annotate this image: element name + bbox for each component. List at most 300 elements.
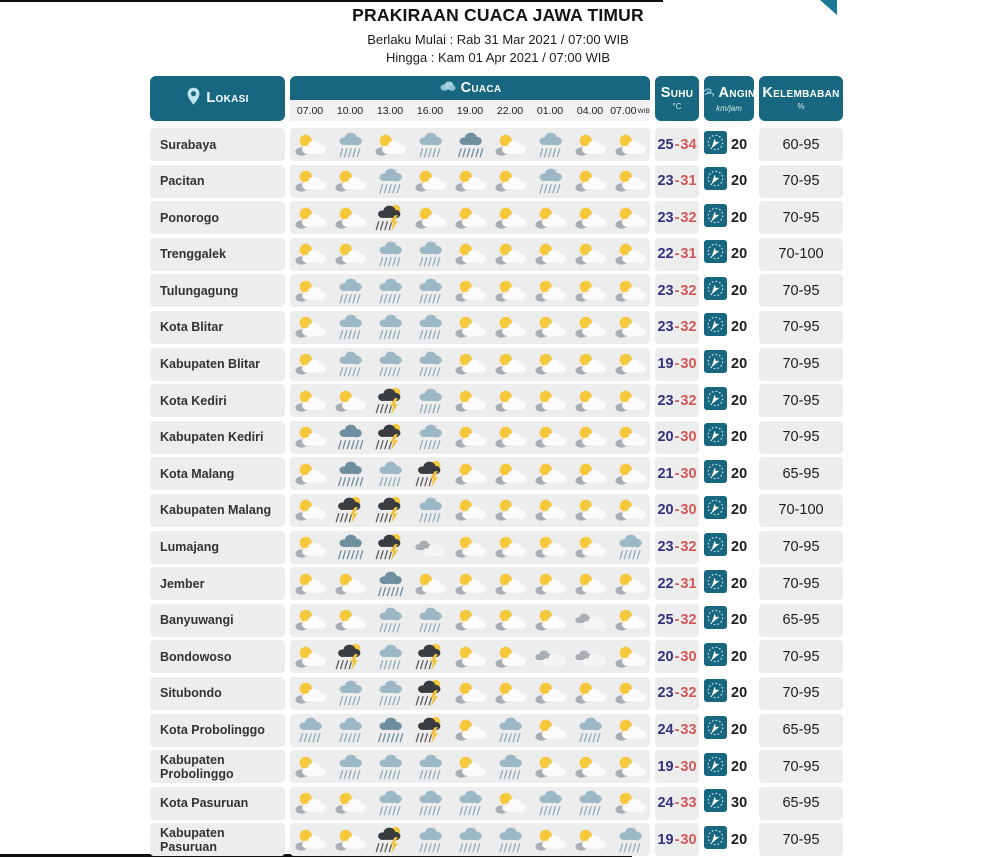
rain-icon bbox=[530, 128, 570, 161]
table-row bbox=[150, 640, 843, 673]
wind-speed: 20 bbox=[731, 392, 748, 409]
temp-min: 23 bbox=[657, 539, 674, 556]
partly-cloudy-sun-icon bbox=[610, 238, 650, 271]
partly-cloudy-sun-icon bbox=[570, 201, 610, 234]
weather-icons-strip bbox=[290, 274, 650, 307]
temp-max: 32 bbox=[680, 539, 697, 556]
thunderstorm-icon bbox=[370, 384, 410, 417]
partly-cloudy-sun-icon bbox=[290, 457, 330, 490]
partly-cloudy-sun-icon bbox=[610, 677, 650, 710]
table-row bbox=[150, 128, 843, 161]
time-label: 19.00 bbox=[456, 104, 484, 117]
partly-cloudy-sun-icon bbox=[450, 604, 490, 637]
humidity-cell: 65-95 bbox=[759, 787, 843, 820]
wind-speed: 20 bbox=[731, 429, 748, 446]
temp-min: 23 bbox=[657, 319, 674, 336]
rain-icon bbox=[530, 787, 570, 820]
partly-cloudy-sun-icon bbox=[290, 238, 330, 271]
rain-icon bbox=[370, 640, 410, 673]
table-row bbox=[150, 311, 843, 344]
humidity-cell: 70-100 bbox=[759, 494, 843, 527]
temp-max: 30 bbox=[680, 465, 697, 482]
rain-icon bbox=[570, 787, 610, 820]
humidity-cell: 70-95 bbox=[759, 531, 843, 564]
table-row bbox=[150, 823, 843, 856]
rain-icon bbox=[410, 494, 450, 527]
temperature-cell: 23 - 32 bbox=[655, 677, 699, 710]
temperature-cell: 23 - 32 bbox=[655, 311, 699, 344]
humidity-cell: 70-95 bbox=[759, 384, 843, 417]
partly-cloudy-sun-icon bbox=[530, 384, 570, 417]
partly-cloudy-sun-icon bbox=[450, 311, 490, 344]
heavy-rain-icon bbox=[330, 421, 370, 454]
location-cell: Kota Probolinggo bbox=[150, 714, 285, 747]
partly-cloudy-sun-icon bbox=[610, 567, 650, 600]
wind-compass-icon bbox=[704, 533, 727, 561]
wind-compass-icon bbox=[704, 496, 727, 524]
temp-max: 32 bbox=[680, 209, 697, 226]
partly-cloudy-sun-icon bbox=[490, 640, 530, 673]
rain-icon bbox=[370, 457, 410, 490]
partly-cloudy-sun-icon bbox=[290, 384, 330, 417]
thunderstorm-icon bbox=[370, 494, 410, 527]
wind-compass-icon bbox=[704, 643, 727, 671]
temp-max: 31 bbox=[680, 246, 697, 263]
partly-cloudy-sun-icon bbox=[570, 165, 610, 198]
wind-speed: 20 bbox=[731, 612, 748, 629]
partly-cloudy-sun-icon bbox=[570, 677, 610, 710]
title-block bbox=[0, 5, 996, 65]
temp-max: 32 bbox=[680, 392, 697, 409]
wind-cell bbox=[704, 494, 754, 527]
table-row bbox=[150, 201, 843, 234]
partly-cloudy-sun-icon bbox=[570, 494, 610, 527]
rain-icon bbox=[410, 128, 450, 161]
rain-icon bbox=[330, 274, 370, 307]
temp-max: 30 bbox=[680, 758, 697, 775]
table-row bbox=[150, 677, 843, 710]
wind-cell bbox=[704, 714, 754, 747]
rain-icon bbox=[410, 311, 450, 344]
temperature-cell: 20 - 30 bbox=[655, 421, 699, 454]
partly-cloudy-sun-icon bbox=[570, 384, 610, 417]
partly-cloudy-sun-icon bbox=[490, 787, 530, 820]
wind-speed: 20 bbox=[731, 319, 748, 336]
partly-cloudy-sun-icon bbox=[530, 421, 570, 454]
rain-icon bbox=[490, 823, 530, 856]
table-row bbox=[150, 787, 843, 820]
partly-cloudy-sun-icon bbox=[450, 640, 490, 673]
partly-cloudy-sun-icon bbox=[490, 238, 530, 271]
partly-cloudy-sun-icon bbox=[450, 238, 490, 271]
rain-icon bbox=[370, 604, 410, 637]
temp-max: 31 bbox=[680, 575, 697, 592]
thunderstorm-icon bbox=[370, 201, 410, 234]
temperature-cell: 23 - 32 bbox=[655, 274, 699, 307]
table-row bbox=[150, 421, 843, 454]
wind-compass-icon bbox=[704, 313, 727, 341]
heavy-rain-icon bbox=[370, 714, 410, 747]
table-row bbox=[150, 567, 843, 600]
temperature-cell: 22 - 31 bbox=[655, 567, 699, 600]
partly-cloudy-sun-icon bbox=[530, 494, 570, 527]
forecast-rows bbox=[150, 128, 843, 856]
location-cell: Kabupaten Kediri bbox=[150, 421, 285, 454]
wind-cell bbox=[704, 311, 754, 344]
temperature-cell: 20 - 30 bbox=[655, 494, 699, 527]
partly-cloudy-sun-icon bbox=[450, 201, 490, 234]
thunderstorm-icon bbox=[370, 823, 410, 856]
wind-cell bbox=[704, 274, 754, 307]
wind-compass-icon bbox=[704, 753, 727, 781]
partly-cloudy-sun-icon bbox=[330, 384, 370, 417]
wind-compass-icon bbox=[704, 277, 727, 305]
wind-compass-icon bbox=[704, 131, 727, 159]
temperature-cell: 19 - 30 bbox=[655, 348, 699, 381]
temp-min: 23 bbox=[657, 173, 674, 190]
temp-min: 23 bbox=[657, 282, 674, 299]
humidity-cell: 70-95 bbox=[759, 677, 843, 710]
partly-cloudy-sun-icon bbox=[330, 238, 370, 271]
temp-max: 32 bbox=[680, 319, 697, 336]
partly-cloudy-sun-icon bbox=[290, 421, 330, 454]
thunderstorm-icon bbox=[410, 714, 450, 747]
temp-max: 30 bbox=[680, 429, 697, 446]
temp-min: 22 bbox=[657, 246, 674, 263]
partly-cloudy-sun-icon bbox=[490, 421, 530, 454]
partly-cloudy-sun-icon bbox=[570, 238, 610, 271]
location-cell: Bondowoso bbox=[150, 640, 285, 673]
partly-cloudy-sun-icon bbox=[570, 311, 610, 344]
rain-icon bbox=[370, 348, 410, 381]
table-row bbox=[150, 714, 843, 747]
partly-cloudy-sun-icon bbox=[290, 604, 330, 637]
partly-cloudy-sun-icon bbox=[330, 604, 370, 637]
temp-max: 31 bbox=[680, 173, 697, 190]
humidity-cell: 70-95 bbox=[759, 567, 843, 600]
thunderstorm-icon bbox=[370, 531, 410, 564]
location-cell: Tulungagung bbox=[150, 274, 285, 307]
partly-cloudy-sun-icon bbox=[450, 677, 490, 710]
column-header-lokasi bbox=[150, 76, 285, 121]
temp-min: 19 bbox=[657, 831, 674, 848]
temperature-cell: 23 - 32 bbox=[655, 384, 699, 417]
weather-icons-strip bbox=[290, 750, 650, 783]
partly-cloudy-sun-icon bbox=[490, 457, 530, 490]
wind-compass-icon bbox=[704, 716, 727, 744]
temp-max: 33 bbox=[680, 722, 697, 738]
partly-cloudy-sun-icon bbox=[290, 787, 330, 820]
weather-icons-strip bbox=[290, 494, 650, 527]
temp-min: 24 bbox=[657, 795, 674, 812]
temp-max: 30 bbox=[680, 356, 697, 373]
column-header-kelembaban bbox=[759, 76, 843, 121]
partly-cloudy-sun-icon bbox=[290, 567, 330, 600]
cloudy-icon bbox=[570, 640, 610, 673]
humidity-cell: 70-95 bbox=[759, 823, 843, 856]
humidity-cell: 70-95 bbox=[759, 750, 843, 783]
wind-cell bbox=[704, 750, 754, 783]
partly-cloudy-sun-icon bbox=[530, 750, 570, 783]
wind-swirl-icon bbox=[703, 85, 716, 103]
cuaca-title-bar bbox=[290, 76, 650, 100]
partly-cloudy-sun-icon bbox=[290, 494, 330, 527]
time-label: 16.00 bbox=[416, 104, 444, 117]
humidity-cell: 70-95 bbox=[759, 165, 843, 198]
wind-compass-icon bbox=[704, 789, 727, 817]
weather-icons-strip bbox=[290, 604, 650, 637]
partly-cloudy-sun-icon bbox=[450, 457, 490, 490]
column-header-cuaca bbox=[290, 76, 650, 121]
weather-icons-strip bbox=[290, 787, 650, 820]
table-row bbox=[150, 238, 843, 271]
wind-cell bbox=[704, 567, 754, 600]
rain-icon bbox=[330, 348, 370, 381]
table-row bbox=[150, 457, 843, 490]
partly-cloudy-sun-icon bbox=[410, 201, 450, 234]
thunderstorm-icon bbox=[370, 421, 410, 454]
partly-cloudy-sun-icon bbox=[610, 494, 650, 527]
rain-icon bbox=[410, 787, 450, 820]
temp-max: 30 bbox=[680, 831, 697, 848]
partly-cloudy-sun-icon bbox=[570, 750, 610, 783]
humidity-cell: 70-95 bbox=[759, 201, 843, 234]
rain-icon bbox=[370, 677, 410, 710]
partly-cloudy-sun-icon bbox=[370, 128, 410, 161]
weather-icons-strip bbox=[290, 201, 650, 234]
location-cell: Kabupaten Blitar bbox=[150, 348, 285, 381]
weather-icons-strip bbox=[290, 457, 650, 490]
partly-cloudy-sun-icon bbox=[410, 567, 450, 600]
partly-cloudy-sun-icon bbox=[530, 274, 570, 307]
rain-icon bbox=[410, 823, 450, 856]
partly-cloudy-sun-icon bbox=[450, 750, 490, 783]
humidity-cell: 70-95 bbox=[759, 311, 843, 344]
humidity-cell: 70-95 bbox=[759, 640, 843, 673]
partly-cloudy-sun-icon bbox=[490, 494, 530, 527]
temp-max: 32 bbox=[680, 685, 697, 702]
weather-icons-strip bbox=[290, 311, 650, 344]
location-cell: Kota Malang bbox=[150, 457, 285, 490]
temp-max: 30 bbox=[680, 648, 697, 665]
rain-icon bbox=[370, 165, 410, 198]
temp-min: 20 bbox=[657, 502, 674, 519]
rain-icon bbox=[370, 274, 410, 307]
partly-cloudy-sun-icon bbox=[610, 201, 650, 234]
rain-icon bbox=[570, 714, 610, 747]
time-label: 22.00 bbox=[496, 104, 524, 117]
rain-icon bbox=[330, 311, 370, 344]
rain-icon bbox=[490, 750, 530, 783]
humidity-cell: 70-100 bbox=[759, 238, 843, 271]
wind-cell bbox=[704, 640, 754, 673]
weather-icons-strip bbox=[290, 421, 650, 454]
wind-cell bbox=[704, 384, 754, 417]
partly-cloudy-sun-icon bbox=[450, 348, 490, 381]
wind-speed: 20 bbox=[731, 246, 748, 263]
temp-min: 21 bbox=[657, 465, 674, 482]
rain-icon bbox=[370, 750, 410, 783]
wind-compass-icon bbox=[704, 460, 727, 488]
wind-cell bbox=[704, 531, 754, 564]
thunderstorm-icon bbox=[410, 457, 450, 490]
partly-cloudy-sun-icon bbox=[290, 311, 330, 344]
rain-icon bbox=[370, 311, 410, 344]
temp-max: 34 bbox=[680, 136, 697, 153]
temperature-cell: 22 - 31 bbox=[655, 238, 699, 271]
time-label: 10.00 bbox=[336, 104, 364, 117]
wind-compass-icon bbox=[704, 350, 727, 378]
wind-compass-icon bbox=[704, 570, 727, 598]
partly-cloudy-sun-icon bbox=[490, 567, 530, 600]
wind-speed: 20 bbox=[731, 831, 748, 848]
table-row bbox=[150, 274, 843, 307]
heavy-rain-icon bbox=[450, 128, 490, 161]
partly-cloudy-sun-icon bbox=[530, 604, 570, 637]
partly-cloudy-sun-icon bbox=[610, 165, 650, 198]
rain-icon bbox=[370, 238, 410, 271]
location-cell: Kota Pasuruan bbox=[150, 787, 285, 820]
partly-cloudy-sun-icon bbox=[450, 714, 490, 747]
location-cell: Surabaya bbox=[150, 128, 285, 161]
weather-icons-strip bbox=[290, 714, 650, 747]
partly-cloudy-sun-icon bbox=[610, 384, 650, 417]
valid-from-text: Berlaku Mulai : Rab 31 Mar 2021 / 07:00 WIB bbox=[367, 32, 629, 47]
weather-icons-strip bbox=[290, 238, 650, 271]
rain-icon bbox=[410, 274, 450, 307]
partly-cloudy-sun-icon bbox=[570, 531, 610, 564]
weather-icons-strip bbox=[290, 165, 650, 198]
wind-compass-icon bbox=[704, 423, 727, 451]
partly-cloudy-sun-icon bbox=[610, 787, 650, 820]
temp-max: 32 bbox=[680, 612, 697, 629]
table-row bbox=[150, 384, 843, 417]
temperature-cell: 21 - 30 bbox=[655, 457, 699, 490]
partly-cloudy-sun-icon bbox=[610, 714, 650, 747]
partly-cloudy-sun-icon bbox=[290, 128, 330, 161]
location-cell: Banyuwangi bbox=[150, 604, 285, 637]
rain-icon bbox=[450, 823, 490, 856]
partly-cloudy-sun-icon bbox=[290, 348, 330, 381]
rain-icon bbox=[410, 238, 450, 271]
humidity-cell: 65-95 bbox=[759, 714, 843, 747]
time-label: 07.00 bbox=[296, 104, 324, 117]
rain-icon bbox=[490, 714, 530, 747]
partly-cloudy-sun-icon bbox=[530, 238, 570, 271]
humidity-cell: 60-95 bbox=[759, 128, 843, 161]
partly-cloudy-sun-icon bbox=[610, 311, 650, 344]
time-suffix-wib: WIB bbox=[637, 107, 650, 115]
cloudy-icon bbox=[570, 604, 610, 637]
partly-cloudy-sun-icon bbox=[290, 823, 330, 856]
weather-icons-strip bbox=[290, 823, 650, 856]
humidity-cell: 70-95 bbox=[759, 348, 843, 381]
kelembaban-unit: % bbox=[797, 101, 805, 111]
temp-max: 30 bbox=[680, 502, 697, 519]
partly-cloudy-sun-icon bbox=[490, 165, 530, 198]
partly-cloudy-sun-icon bbox=[490, 384, 530, 417]
temp-min: 22 bbox=[657, 575, 674, 592]
partly-cloudy-sun-icon bbox=[530, 677, 570, 710]
partly-cloudy-sun-icon bbox=[610, 604, 650, 637]
time-header-row bbox=[290, 100, 650, 121]
table-row bbox=[150, 604, 843, 637]
partly-cloudy-sun-icon bbox=[610, 348, 650, 381]
wind-speed: 20 bbox=[731, 465, 748, 482]
partly-cloudy-sun-icon bbox=[450, 421, 490, 454]
table-row bbox=[150, 165, 843, 198]
temperature-cell: 25 - 32 bbox=[655, 604, 699, 637]
partly-cloudy-sun-icon bbox=[530, 567, 570, 600]
wind-cell bbox=[704, 677, 754, 710]
partly-cloudy-sun-icon bbox=[610, 640, 650, 673]
partly-cloudy-sun-icon bbox=[290, 165, 330, 198]
partly-cloudy-sun-icon bbox=[530, 823, 570, 856]
wind-speed: 20 bbox=[731, 575, 748, 592]
wind-speed: 20 bbox=[731, 722, 748, 738]
wind-compass-icon bbox=[704, 204, 727, 232]
wind-cell bbox=[704, 128, 754, 161]
location-cell: Kabupaten Malang bbox=[150, 494, 285, 527]
partly-cloudy-sun-icon bbox=[450, 165, 490, 198]
humidity-cell: 65-95 bbox=[759, 604, 843, 637]
partly-cloudy-sun-icon bbox=[490, 201, 530, 234]
temperature-cell: 23 - 32 bbox=[655, 531, 699, 564]
temperature-cell: 24 - 33 bbox=[655, 787, 699, 820]
temp-min: 24 bbox=[657, 722, 674, 738]
temperature-cell: 19 - 30 bbox=[655, 750, 699, 783]
rain-icon bbox=[290, 714, 330, 747]
heavy-rain-icon bbox=[330, 531, 370, 564]
partly-cloudy-sun-icon bbox=[450, 494, 490, 527]
temperature-cell: 20 - 30 bbox=[655, 640, 699, 673]
cloudy-icon bbox=[410, 531, 450, 564]
partly-cloudy-sun-icon bbox=[570, 567, 610, 600]
table-row bbox=[150, 494, 843, 527]
partly-cloudy-sun-icon bbox=[290, 677, 330, 710]
partly-cloudy-sun-icon bbox=[570, 421, 610, 454]
partly-cloudy-sun-icon bbox=[490, 274, 530, 307]
thunderstorm-icon bbox=[330, 640, 370, 673]
wind-speed: 30 bbox=[731, 795, 748, 812]
temp-min: 25 bbox=[657, 612, 674, 629]
wind-compass-icon bbox=[704, 387, 727, 415]
cloud-icon bbox=[439, 79, 456, 97]
rain-icon bbox=[370, 787, 410, 820]
valid-until-text: Hingga : Kam 01 Apr 2021 / 07:00 WIB bbox=[385, 50, 611, 65]
table-row bbox=[150, 750, 843, 783]
wind-speed: 20 bbox=[731, 539, 748, 556]
rain-icon bbox=[410, 750, 450, 783]
wind-speed: 20 bbox=[731, 136, 748, 153]
rain-icon bbox=[410, 384, 450, 417]
partly-cloudy-sun-icon bbox=[450, 531, 490, 564]
partly-cloudy-sun-icon bbox=[610, 457, 650, 490]
weather-icons-strip bbox=[290, 677, 650, 710]
wind-speed: 20 bbox=[731, 758, 748, 775]
time-label: 07.00WIB bbox=[610, 104, 650, 117]
wind-cell bbox=[704, 348, 754, 381]
weather-icons-strip bbox=[290, 384, 650, 417]
rain-icon bbox=[450, 787, 490, 820]
wind-compass-icon bbox=[704, 826, 727, 854]
location-cell: Kabupaten Probolinggo bbox=[150, 750, 285, 783]
heavy-rain-icon bbox=[330, 457, 370, 490]
wind-compass-icon bbox=[704, 167, 727, 195]
partly-cloudy-sun-icon bbox=[330, 567, 370, 600]
partly-cloudy-sun-icon bbox=[610, 421, 650, 454]
temp-min: 23 bbox=[657, 209, 674, 226]
